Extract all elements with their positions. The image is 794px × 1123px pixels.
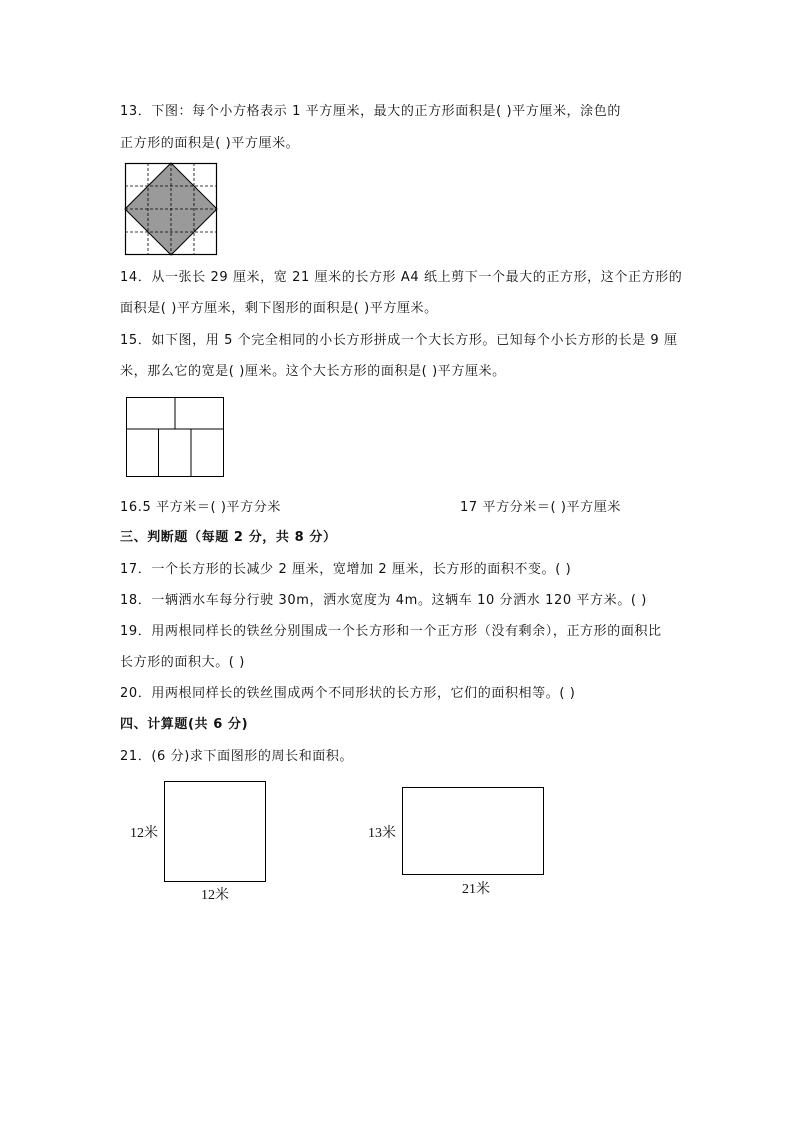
q15-text-line2: 米，那么它的宽是( )厘米。这个大长方形的面积是( )平方厘米。 [120,364,506,379]
q14-text-line2: 面积是( )平方厘米，剩下图形的面积是( )平方厘米。 [120,301,438,316]
square-bottom-label: 12米 [201,888,229,903]
rectangle-bottom-label: 21米 [462,882,490,897]
square-side-label: 12米 [130,826,158,841]
q13-text-line2: 正方形的面积是( )平方厘米。 [120,136,300,151]
q15-text-line1: 15．如下图，用 5 个完全相同的小长方形拼成一个大长方形。已知每个小长方形的长是 9 厘 [120,333,678,348]
q14-text-line1: 14．从一张长 29 厘米，宽 21 厘米的长方形 A4 纸上剪下一个最大的正方形，这个正方形的 [120,270,683,285]
q21-text: 21．(6 分)求下面图形的周长和面积。 [120,749,354,764]
judge-17: 17．一个长方形的长减少 2 厘米，宽增加 2 厘米，长方形的面积不变。( ) [120,562,572,577]
q13-grid-figure [125,163,217,255]
q17-conversion: 17 平方分米＝( )平方厘米 [460,500,621,515]
judge-19-line1: 19．用两根同样长的铁丝分别围成一个长方形和一个正方形（没有剩余），正方形的面积比 [120,624,662,639]
q16-conversion: 16.5 平方米＝( )平方分米 [120,500,281,515]
q15-rectangles-figure [126,397,224,477]
section-3-heading: 三、判断题（每题 2 分，共 8 分） [120,530,337,545]
rectangle-side-label: 13米 [368,826,396,841]
judge-20: 20．用两根同样长的铁丝围成两个不同形状的长方形，它们的面积相等。( ) [120,686,576,701]
section-4-heading: 四、计算题(共 6 分) [120,717,249,732]
square-figure [164,781,266,882]
q13-text-line1: 13．下图：每个小方格表示 1 平方厘米，最大的正方形面积是( )平方厘米，涂色的 [120,104,621,119]
judge-19-line2: 长方形的面积大。( ) [120,655,245,670]
judge-18: 18．一辆洒水车每分行驶 30m，洒水宽度为 4m。这辆车 10 分洒水 120 平方米。( ) [120,593,647,608]
rectangle-figure [402,787,544,875]
